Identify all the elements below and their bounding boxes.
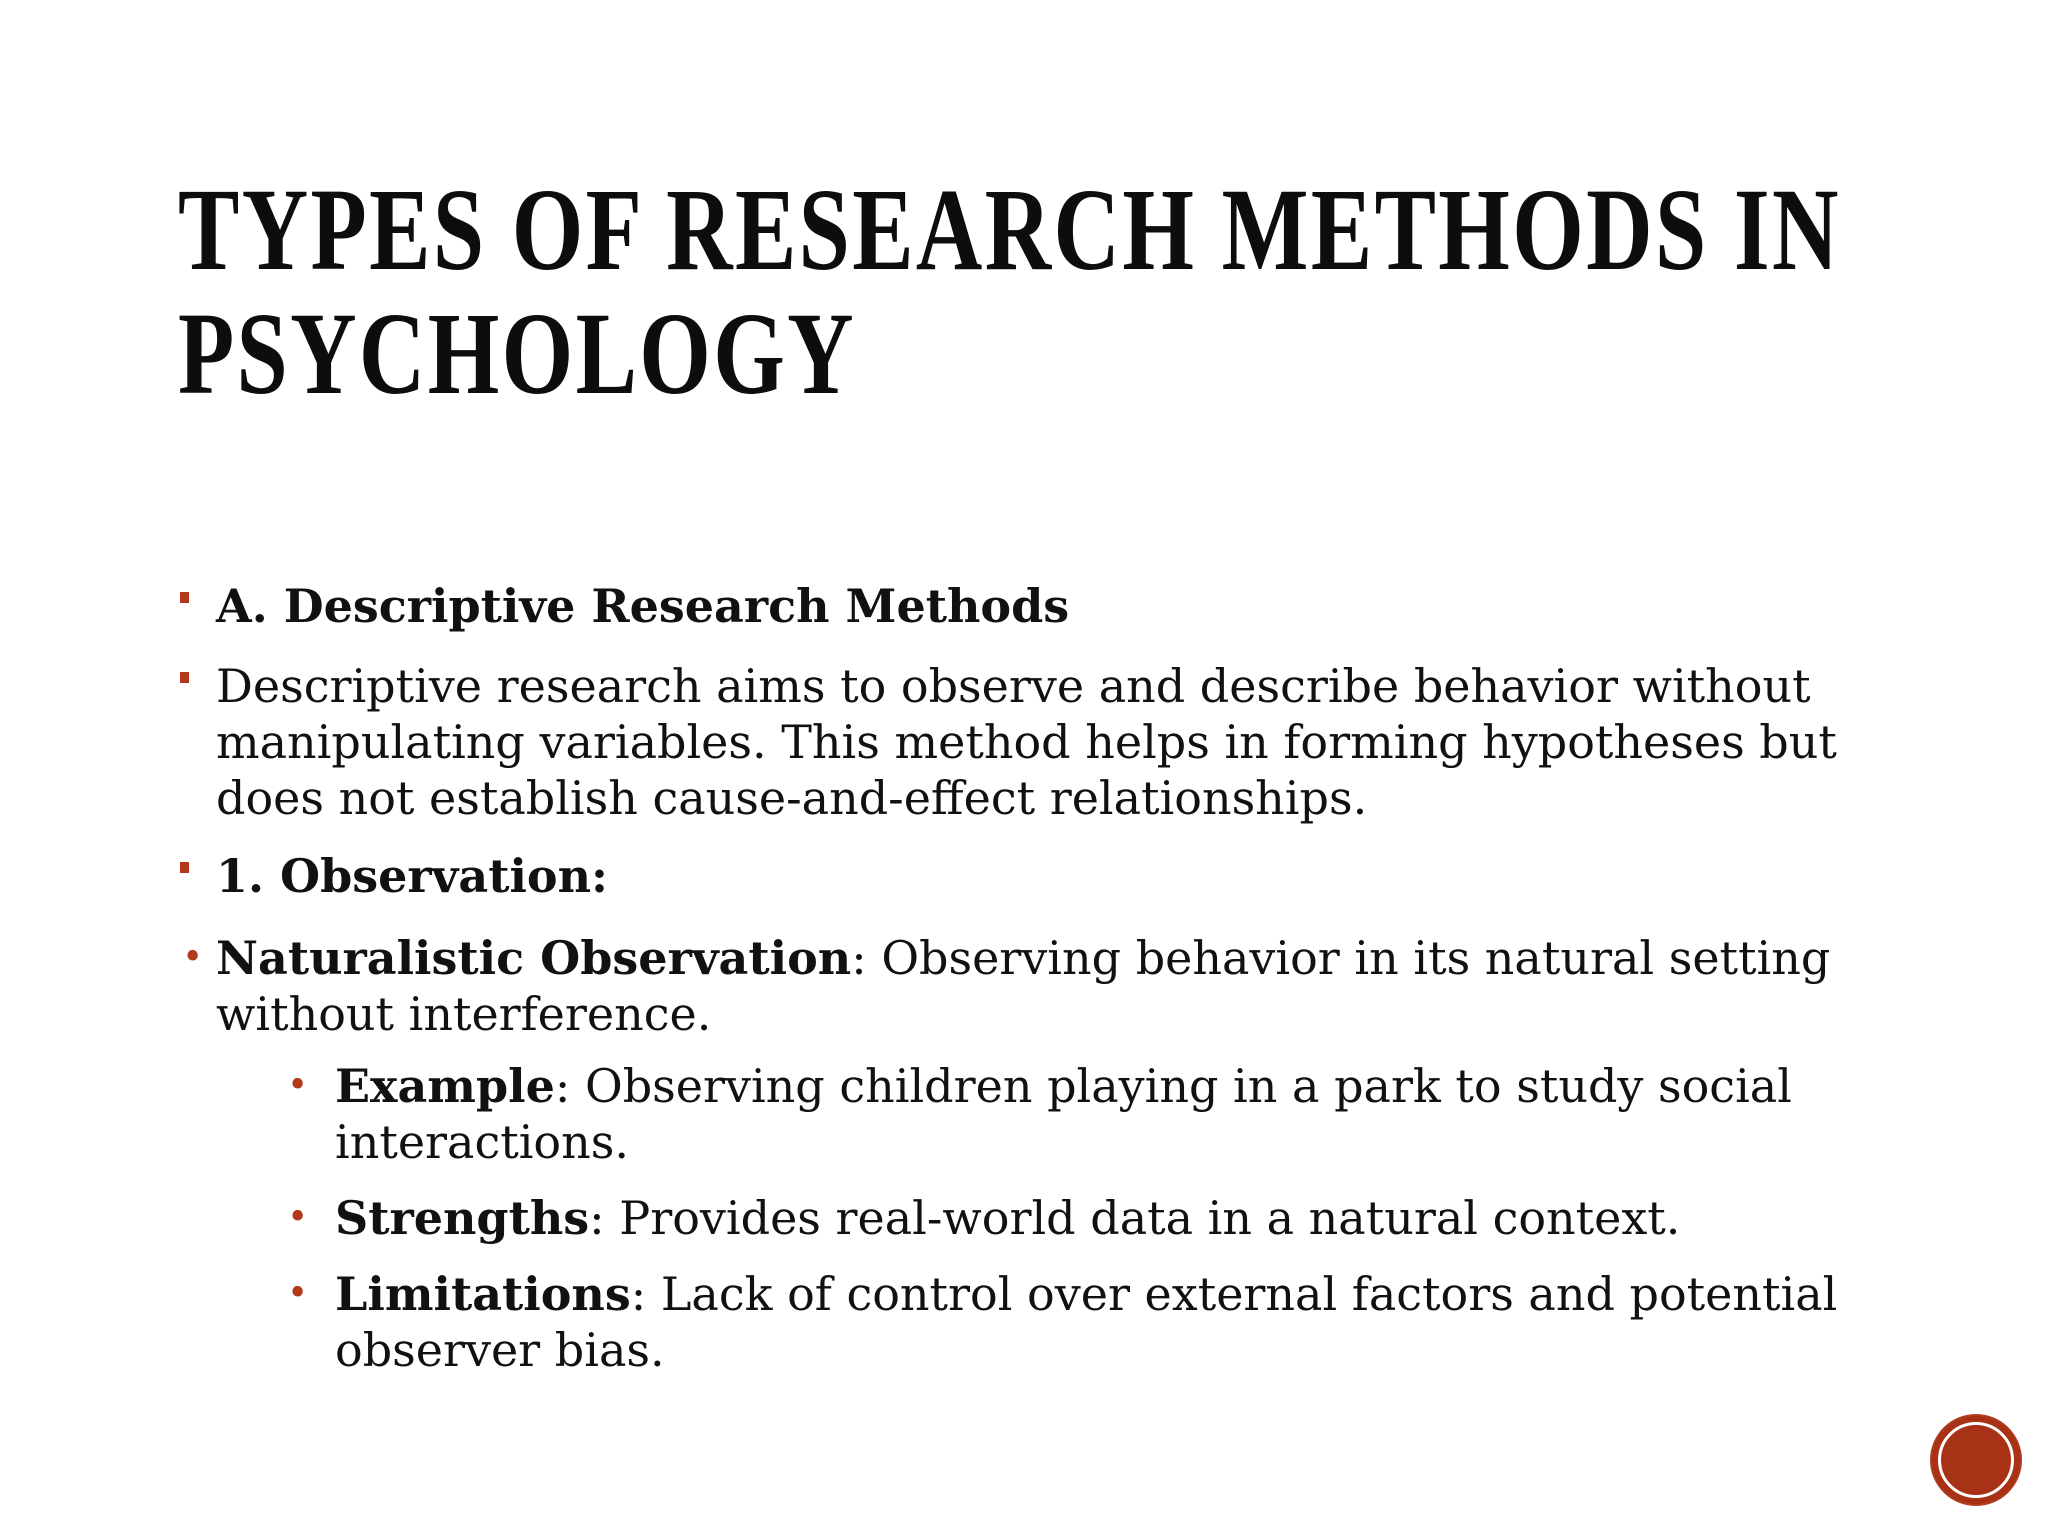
bullet-bold-text: A. Descriptive Research Methods: [216, 579, 1070, 633]
sub-bullet-item-strengths: [287, 1190, 1880, 1246]
square-bullet-icon: [180, 672, 189, 683]
sub-bullet-item-limitations: [287, 1266, 1880, 1378]
slide-title: [178, 164, 1841, 419]
slide-title-line-2: PSYCHOLOGY: [178, 288, 856, 419]
slide-badge-icon: [1932, 1416, 2020, 1504]
bullet-text: Descriptive research aims to observe and describe behavior without manipulating variables. This method helps in forming hypotheses but does not establish cause-and-effect relationships.: [216, 659, 1837, 825]
square-bullet-icon: [180, 862, 189, 873]
bullet-text: : Lack of control over external factors and potential observer bias.: [335, 1267, 1838, 1377]
bullet-text: : Provides real-world data in a natural context.: [589, 1191, 1681, 1245]
bullet-bold-text: Example: [335, 1059, 555, 1113]
bullet-text: : Observing children playing in a park to study social interactions.: [335, 1059, 1792, 1169]
round-bullet-icon: •: [182, 937, 204, 978]
slide-title-line-1: TYPES OF RESEARCH METHODS IN: [178, 164, 1841, 295]
round-bullet-icon: •: [287, 1273, 309, 1314]
bullet-item-observation: [180, 848, 1880, 904]
square-bullet-icon: [180, 592, 189, 603]
bullet-item-descriptive-heading: [180, 578, 1880, 634]
bullet-bold-text: Naturalistic Observation: [216, 931, 852, 985]
bullet-bold-text: Limitations: [335, 1267, 631, 1321]
round-bullet-icon: •: [287, 1065, 309, 1106]
bullet-bold-text: Strengths: [335, 1191, 590, 1245]
slide-body: [180, 578, 1880, 1378]
bullet-text: : Observing behavior in its natural setting without interference.: [216, 931, 1831, 1041]
sub-bullet-item-example: [287, 1058, 1880, 1170]
bullet-item-naturalistic: [180, 930, 1880, 1042]
round-bullet-icon: •: [287, 1197, 309, 1238]
bullet-item-descriptive-text: [180, 658, 1880, 826]
bullet-bold-text: 1. Observation:: [216, 849, 609, 903]
